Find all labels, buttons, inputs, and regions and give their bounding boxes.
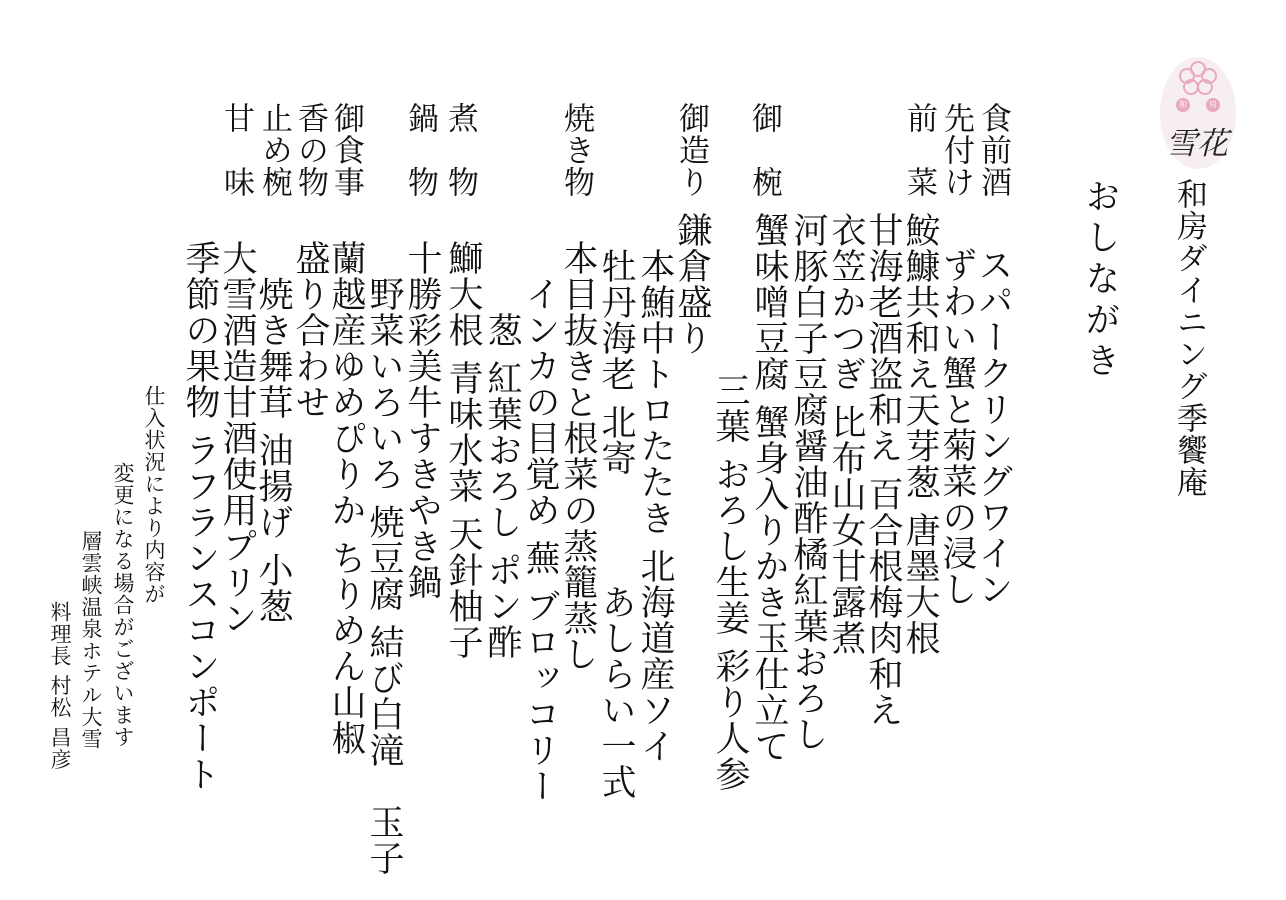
- category-label: 前 菜: [901, 102, 937, 198]
- menu-item: 牡丹海老 北寄 あしらい一式: [596, 212, 636, 801]
- menu-item: 三葉 おろし生姜 彩り人参: [710, 336, 750, 793]
- note-line: 仕入状況により内容が: [142, 385, 166, 605]
- category-label: 甘 味: [218, 102, 254, 198]
- menu-item: 季節の果物 ラフランスコンポート: [180, 240, 220, 793]
- logo-name: 雪花: [1166, 126, 1228, 162]
- menu-item: 野菜いろいろ 焼豆腐 結び白滝 玉子: [364, 240, 404, 877]
- menu-item: 盛り合わせ: [290, 240, 330, 420]
- menu-item: ずわい蟹と菊菜の浸し: [937, 247, 977, 607]
- chef-signature: 料理長 村松 昌彦: [48, 601, 72, 771]
- logo-sub-right: 房: [1209, 100, 1217, 109]
- menu-item: 鮟鱇共和え天芽葱 唐墨大根: [900, 212, 940, 657]
- category-label: 御食事: [328, 102, 364, 198]
- menu-item: インカの目覚め 蕪 ブロッコリー: [520, 240, 560, 805]
- category-label: 香の物: [292, 102, 328, 198]
- category-label: 先付け: [938, 102, 974, 198]
- menu-item: スパークリングワイン: [973, 247, 1013, 607]
- menu-item: 衣笠かつぎ 比布山女甘露煮: [826, 212, 866, 657]
- menu-item: 河豚白子豆腐醤油酢橘紅葉おろし: [788, 212, 828, 752]
- menu-item: 大雪酒造甘酒使用プリン: [217, 240, 257, 636]
- category-label: 御 椀: [746, 102, 782, 198]
- logo-sub-left: 和: [1179, 100, 1187, 109]
- category-label: 止め椀: [256, 102, 292, 198]
- note-line: 層雲峡温泉ホテル大雪: [79, 530, 103, 750]
- menu-item: 鰤大根 青味水菜 天針柚子: [443, 240, 483, 661]
- menu-item: 蘭越産ゆめぴりか ちりめん山椒: [326, 240, 366, 757]
- menu-item: 本鮪中トロたたき 北海道産ソイ: [635, 212, 675, 765]
- menu-item: 十勝彩美牛すきやき鍋: [402, 240, 442, 600]
- category-label: 食前酒: [975, 102, 1011, 198]
- restaurant-name: 和房ダイニング季饗庵: [1171, 178, 1207, 498]
- menu-item: 葱 紅葉おろし ポン酢: [482, 240, 522, 661]
- page-title: おしながき: [1080, 178, 1120, 383]
- menu-item: 本目抜きと根菜の蒸籠蒸し: [558, 240, 598, 672]
- logo: [1158, 55, 1238, 170]
- menu-item: 甘海老酒盗和え 百合根梅肉和え: [863, 212, 903, 729]
- menu-item: 鎌倉盛り: [672, 212, 712, 356]
- menu-item: 蟹味噌豆腐 蟹身入りかき玉仕立て: [749, 212, 789, 765]
- note-line: 変更になる場合がございます: [111, 462, 135, 748]
- category-label: 御造り: [673, 102, 709, 198]
- category-label: 煮 物: [442, 102, 478, 198]
- menu-item: 焼き舞茸 油揚げ 小葱: [253, 240, 293, 625]
- category-label: 鍋 物: [402, 102, 438, 198]
- category-label: 焼き物: [558, 102, 594, 198]
